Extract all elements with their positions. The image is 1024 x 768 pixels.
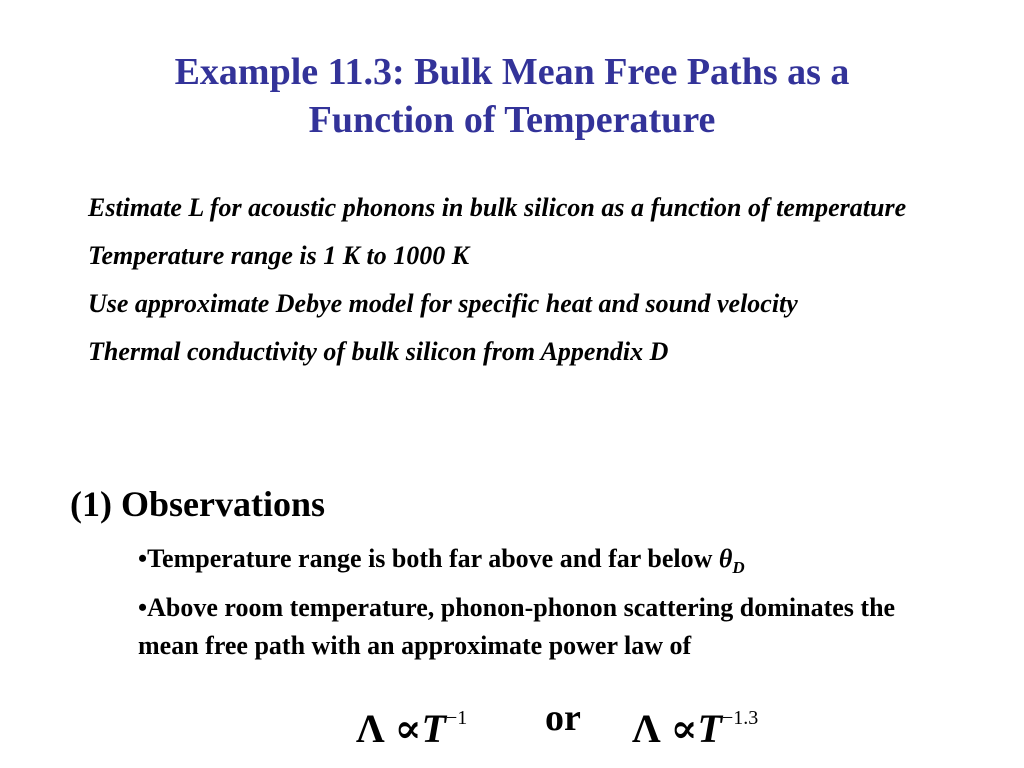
exponent: −1.3 [721,707,759,729]
title-line-1: Example 11.3: Bulk Mean Free Paths as a [174,51,850,93]
problem-line-3: Use approximate Debye model for specific heat and sound velocity [88,289,798,318]
slide-title [40,48,984,144]
lambda-symbol: Λ [632,706,661,751]
bullet-1-text: •Temperature range is both far above and far below [138,544,719,573]
problem-line-4: Thermal conductivity of bulk silicon from Appendix D [88,337,669,366]
section-heading: (1) Observations [70,484,325,524]
title-line-2: Function of Temperature [308,99,716,141]
bullet-2: •Above room temperature, phonon-phonon scattering dominates the mean free path with an approximate power law of [138,593,896,660]
proportional-symbol: ∝ [670,706,698,751]
or-text: or [545,697,581,739]
problem-line-2: Temperature range is 1 K to 1000 K [88,241,470,270]
theta-symbol: θ [718,544,733,573]
formula-exponent-1-3 [632,690,759,751]
bullet-1 [138,540,938,587]
problem-line-1: Estimate L for acoustic phonons in bulk silicon as a function of temperature [88,193,907,222]
temperature-variable: T [697,706,722,751]
theta-subscript: D [732,558,745,577]
observation-bullets [138,540,938,665]
temperature-variable: T [421,706,446,751]
lambda-symbol: Λ [356,706,385,751]
proportional-symbol: ∝ [394,706,422,751]
problem-statement [88,190,958,382]
exponent: −1 [445,707,468,729]
formula-exponent-1 [356,690,468,751]
